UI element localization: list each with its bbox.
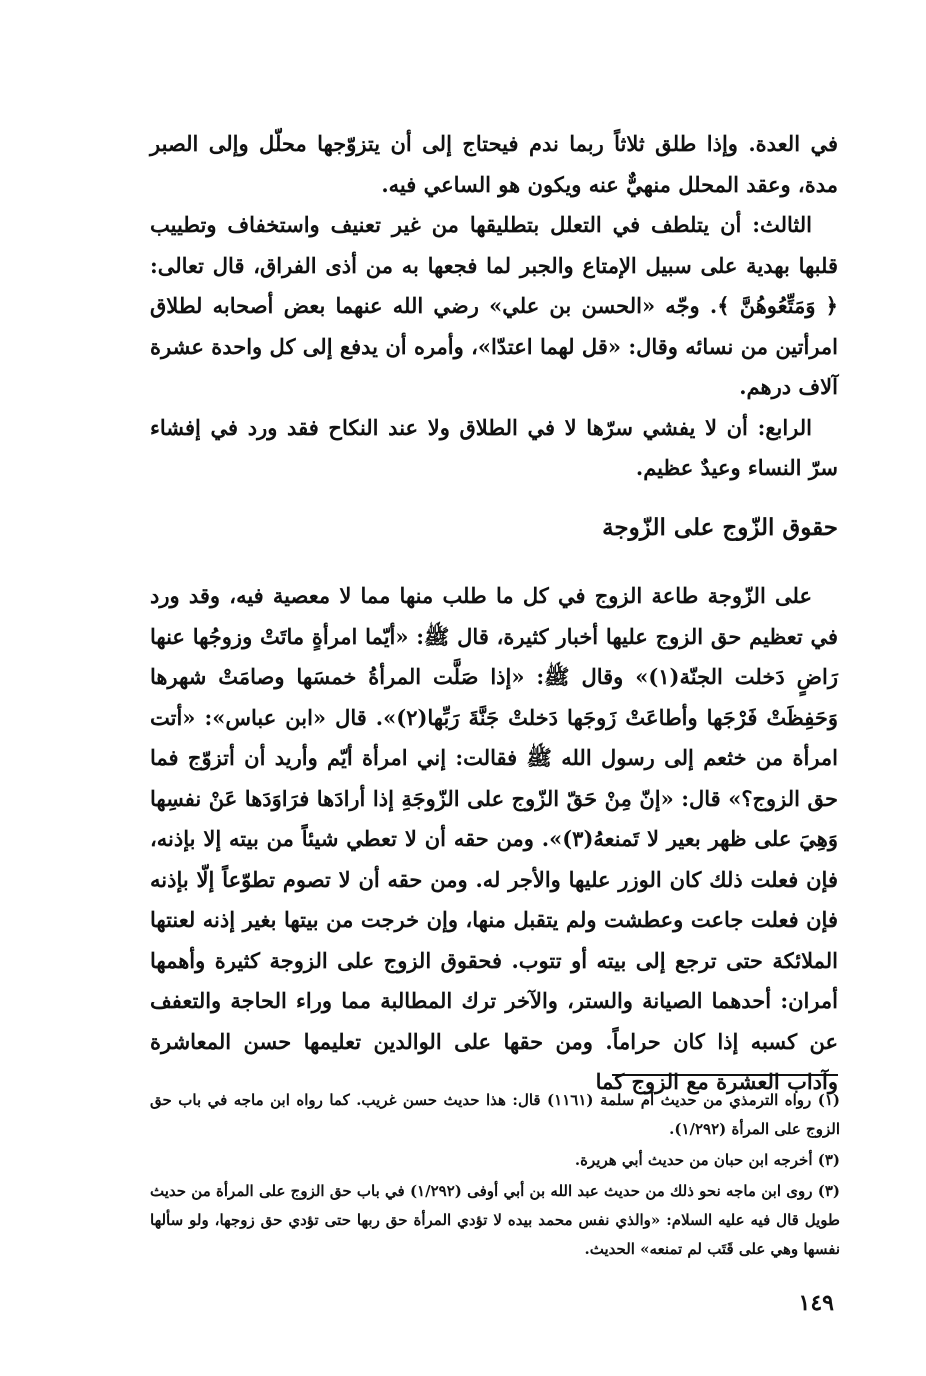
upper-text-block [150, 124, 838, 489]
fourth-point-text: أن لا يفشي سرّها لا في الطلاق ولا عند النكاح فقد ورد في إفشاء سرّ النساء وعيدٌ عظيم. [150, 414, 838, 480]
footnote-3: (٣) روى ابن ماجه نحو ذلك من حديث عبد الله بن أبي أوفى (١/٢٩٢) في باب حق الزوج على المرأة من حديث طويل قال فيه عليه السلام: «والذي نفس محمد بيده لا تؤدي المرأة حق ربها حتى تؤدي حق زوجها، ولو سألها نفسها وهي على قَتَب لم تمنعه» الحديث. [150, 1182, 840, 1258]
footnote-divider [612, 1074, 838, 1076]
section-heading: حقوق الزّوج على الزّوجة [602, 514, 838, 541]
footnote-2: (٣) أخرجه ابن حبان من حديث أبي هريرة. [574, 1151, 840, 1169]
main-text-block [150, 576, 838, 1103]
third-point-lead: الثالث: [752, 212, 812, 237]
page-number: ١٤٩ [798, 1290, 834, 1316]
body-paragraph: على الزّوجة طاعة الزوج في كل ما طلب منها مما لا معصية فيه، وقد ورد في تعظيم حق الزوج عليها أخبار كثيرة، قال ﷺ: «أيّما امرأةٍ ماتَتْ وزوجُها عنها رَاضٍ دَخلت الجنّة(١)» وقال ﷺ: «إذا صَلَّت المرأةُ خمسَها وصامَتْ شهرها وَحَفِظَتْ فَرْجَها وأطاعَتْ زَوجَها دَخلتْ جَنَّةَ رَبِّها(٢)». قال «ابن عباس»: «أتت امرأة من خثعم إلى رسول الله ﷺ فقالت: إني امرأة أيّم وأريد أن أتزوّج فما حق الزوج؟» قال: «إنّ مِنْ حَقّ الزّوج على الزّوجَةِ إذا أرادَها فرَاوَدَها عَنْ نفسِها وَهِيَ على ظهر بعير لا تَمنعهُ(٣)». ومن حقه أن لا تعطي شيئاً من بيته إلا بإذنه، فإن فعلت ذلك كان الوزر عليها والأجر له. ومن حقه أن لا تصوم تطوّعاً إلّا بإذنه فإن فعلت جاعت وعطشت ولم يتقبل منها، وإن خرجت من بيتها بغير إذنه لعنتها الملائكة حتى ترجع إلى بيته أو تتوب. فحقوق الزوج على الزوجة كثيرة وأهمها أمران: أحدهما الصيانة والستر، والآخر ترك المطالبة مما وراء الحاجة والتعفف عن كسبه إذا كان حراماً. ومن حقها على الوالدين تعليمها حسن المعاشرة وآداب العشرة مع الزوج كما [150, 583, 838, 1094]
fourth-point-lead: الرابع: [757, 414, 812, 440]
third-point-text: أن يتلطف في التعلل بتطليقها من غير تعنيف واستخفاف وتطييب قلبها بهدية على سبيل الإمتاع والجبر لما فجعها به من أذى الفراق، قال تعالى: ﴿ وَمَتِّعُوهُنَّ ﴾. وجّه «الحسن بن علي» رضي الله عنهما بعض أصحابه لطلاق امرأتين من نسائه وقال: «قل لهما اعتدّا»، وأمره أن يدفع إلى كل واحدة عشرة آلاف درهم. [150, 212, 838, 399]
intro-paragraph: في العدة. وإذا طلق ثلاثاً ربما ندم فيحتاج إلى أن يتزوّجها محلّل وإلى الصبر مدة، وعقد المحلل منهيٌّ عنه ويكون هو الساعي فيه. [150, 131, 838, 197]
third-point-paragraph [150, 205, 838, 408]
footnotes [150, 1086, 840, 1266]
fourth-point-paragraph [150, 408, 838, 489]
footnote-1: (١) رواه الترمذي من حديث أم سلمة (١١٦١) قال: هذا حديث حسن غريب. كما رواه ابن ماجه في باب حق الزوج على المرأة (١/٢٩٢). [150, 1091, 840, 1138]
